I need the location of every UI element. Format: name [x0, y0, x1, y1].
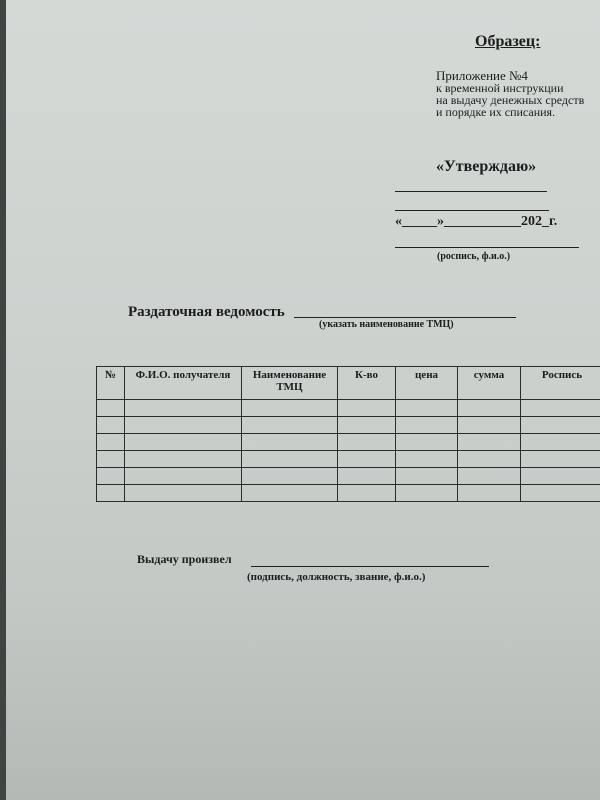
table-cell [396, 485, 458, 502]
table-cell [125, 485, 242, 502]
table-cell [338, 485, 396, 502]
table-cell [338, 434, 396, 451]
table-cell [242, 485, 338, 502]
sheet-title: Раздаточная ведомость [128, 304, 285, 320]
approval-date-line: «_____»___________202_г. [395, 214, 558, 229]
sample-title: Образец: [475, 33, 541, 50]
col-sum: сумма [458, 367, 521, 400]
approval-line [395, 210, 549, 211]
table-cell [396, 417, 458, 434]
table-cell [458, 468, 521, 485]
col-price: цена [396, 367, 458, 400]
item-name-line [294, 317, 516, 318]
table-cell [125, 417, 242, 434]
table-cell [338, 468, 396, 485]
table-cell [396, 451, 458, 468]
appendix-line: на выдачу денежных средств [436, 93, 585, 107]
appendix-line: и порядке их списания. [436, 105, 556, 119]
table-row [97, 468, 600, 485]
table-cell [242, 417, 338, 434]
table-row [97, 485, 600, 502]
table-cell [458, 434, 521, 451]
table-cell [338, 451, 396, 468]
col-number: № [97, 367, 125, 400]
table-cell [458, 485, 521, 502]
col-item-name: Наименование ТМЦ [242, 367, 338, 400]
approval-title: «Утверждаю» [436, 158, 537, 175]
table-cell [242, 468, 338, 485]
table-cell [125, 468, 242, 485]
table-cell [125, 451, 242, 468]
table-cell [521, 417, 600, 434]
table-cell [125, 400, 242, 417]
table-row [97, 434, 600, 451]
table-cell [521, 468, 600, 485]
signature-line [395, 247, 579, 248]
issued-caption: (подпись, должность, звание, ф.и.о.) [247, 571, 426, 583]
table-row [97, 400, 600, 417]
table-header-row [97, 367, 600, 400]
table-cell [396, 434, 458, 451]
table-cell [458, 400, 521, 417]
table-cell [97, 417, 125, 434]
table-row [97, 417, 600, 434]
table-cell [458, 451, 521, 468]
distribution-table [96, 366, 600, 502]
issued-line [251, 566, 489, 567]
appendix-line: Приложение №4 [436, 68, 528, 83]
table-cell [338, 417, 396, 434]
col-quantity: К-во [338, 367, 396, 400]
table-cell [242, 400, 338, 417]
table-cell [97, 451, 125, 468]
col-recipient-name: Ф.И.О. получателя [125, 367, 242, 400]
table-cell [97, 468, 125, 485]
table-cell [521, 451, 600, 468]
table-row [97, 451, 600, 468]
col-signature: Роспись [521, 367, 600, 400]
signature-caption: (роспись, ф.и.о.) [437, 251, 511, 262]
table-cell [396, 400, 458, 417]
table-cell [242, 451, 338, 468]
table-cell [458, 417, 521, 434]
table-cell [125, 434, 242, 451]
appendix-line: к временной инструкции [436, 81, 564, 95]
table-cell [242, 434, 338, 451]
table-cell [97, 400, 125, 417]
document-sheet [6, 0, 600, 800]
table-cell [521, 434, 600, 451]
table-cell [521, 400, 600, 417]
table-cell [97, 434, 125, 451]
approval-line [395, 191, 547, 192]
table-cell [521, 485, 600, 502]
issued-label: Выдачу произвел [137, 552, 232, 566]
table-cell [338, 400, 396, 417]
table-cell [396, 468, 458, 485]
appendix-block [436, 70, 584, 118]
table-cell [97, 485, 125, 502]
item-caption: (указать наименование ТМЦ) [319, 319, 454, 330]
